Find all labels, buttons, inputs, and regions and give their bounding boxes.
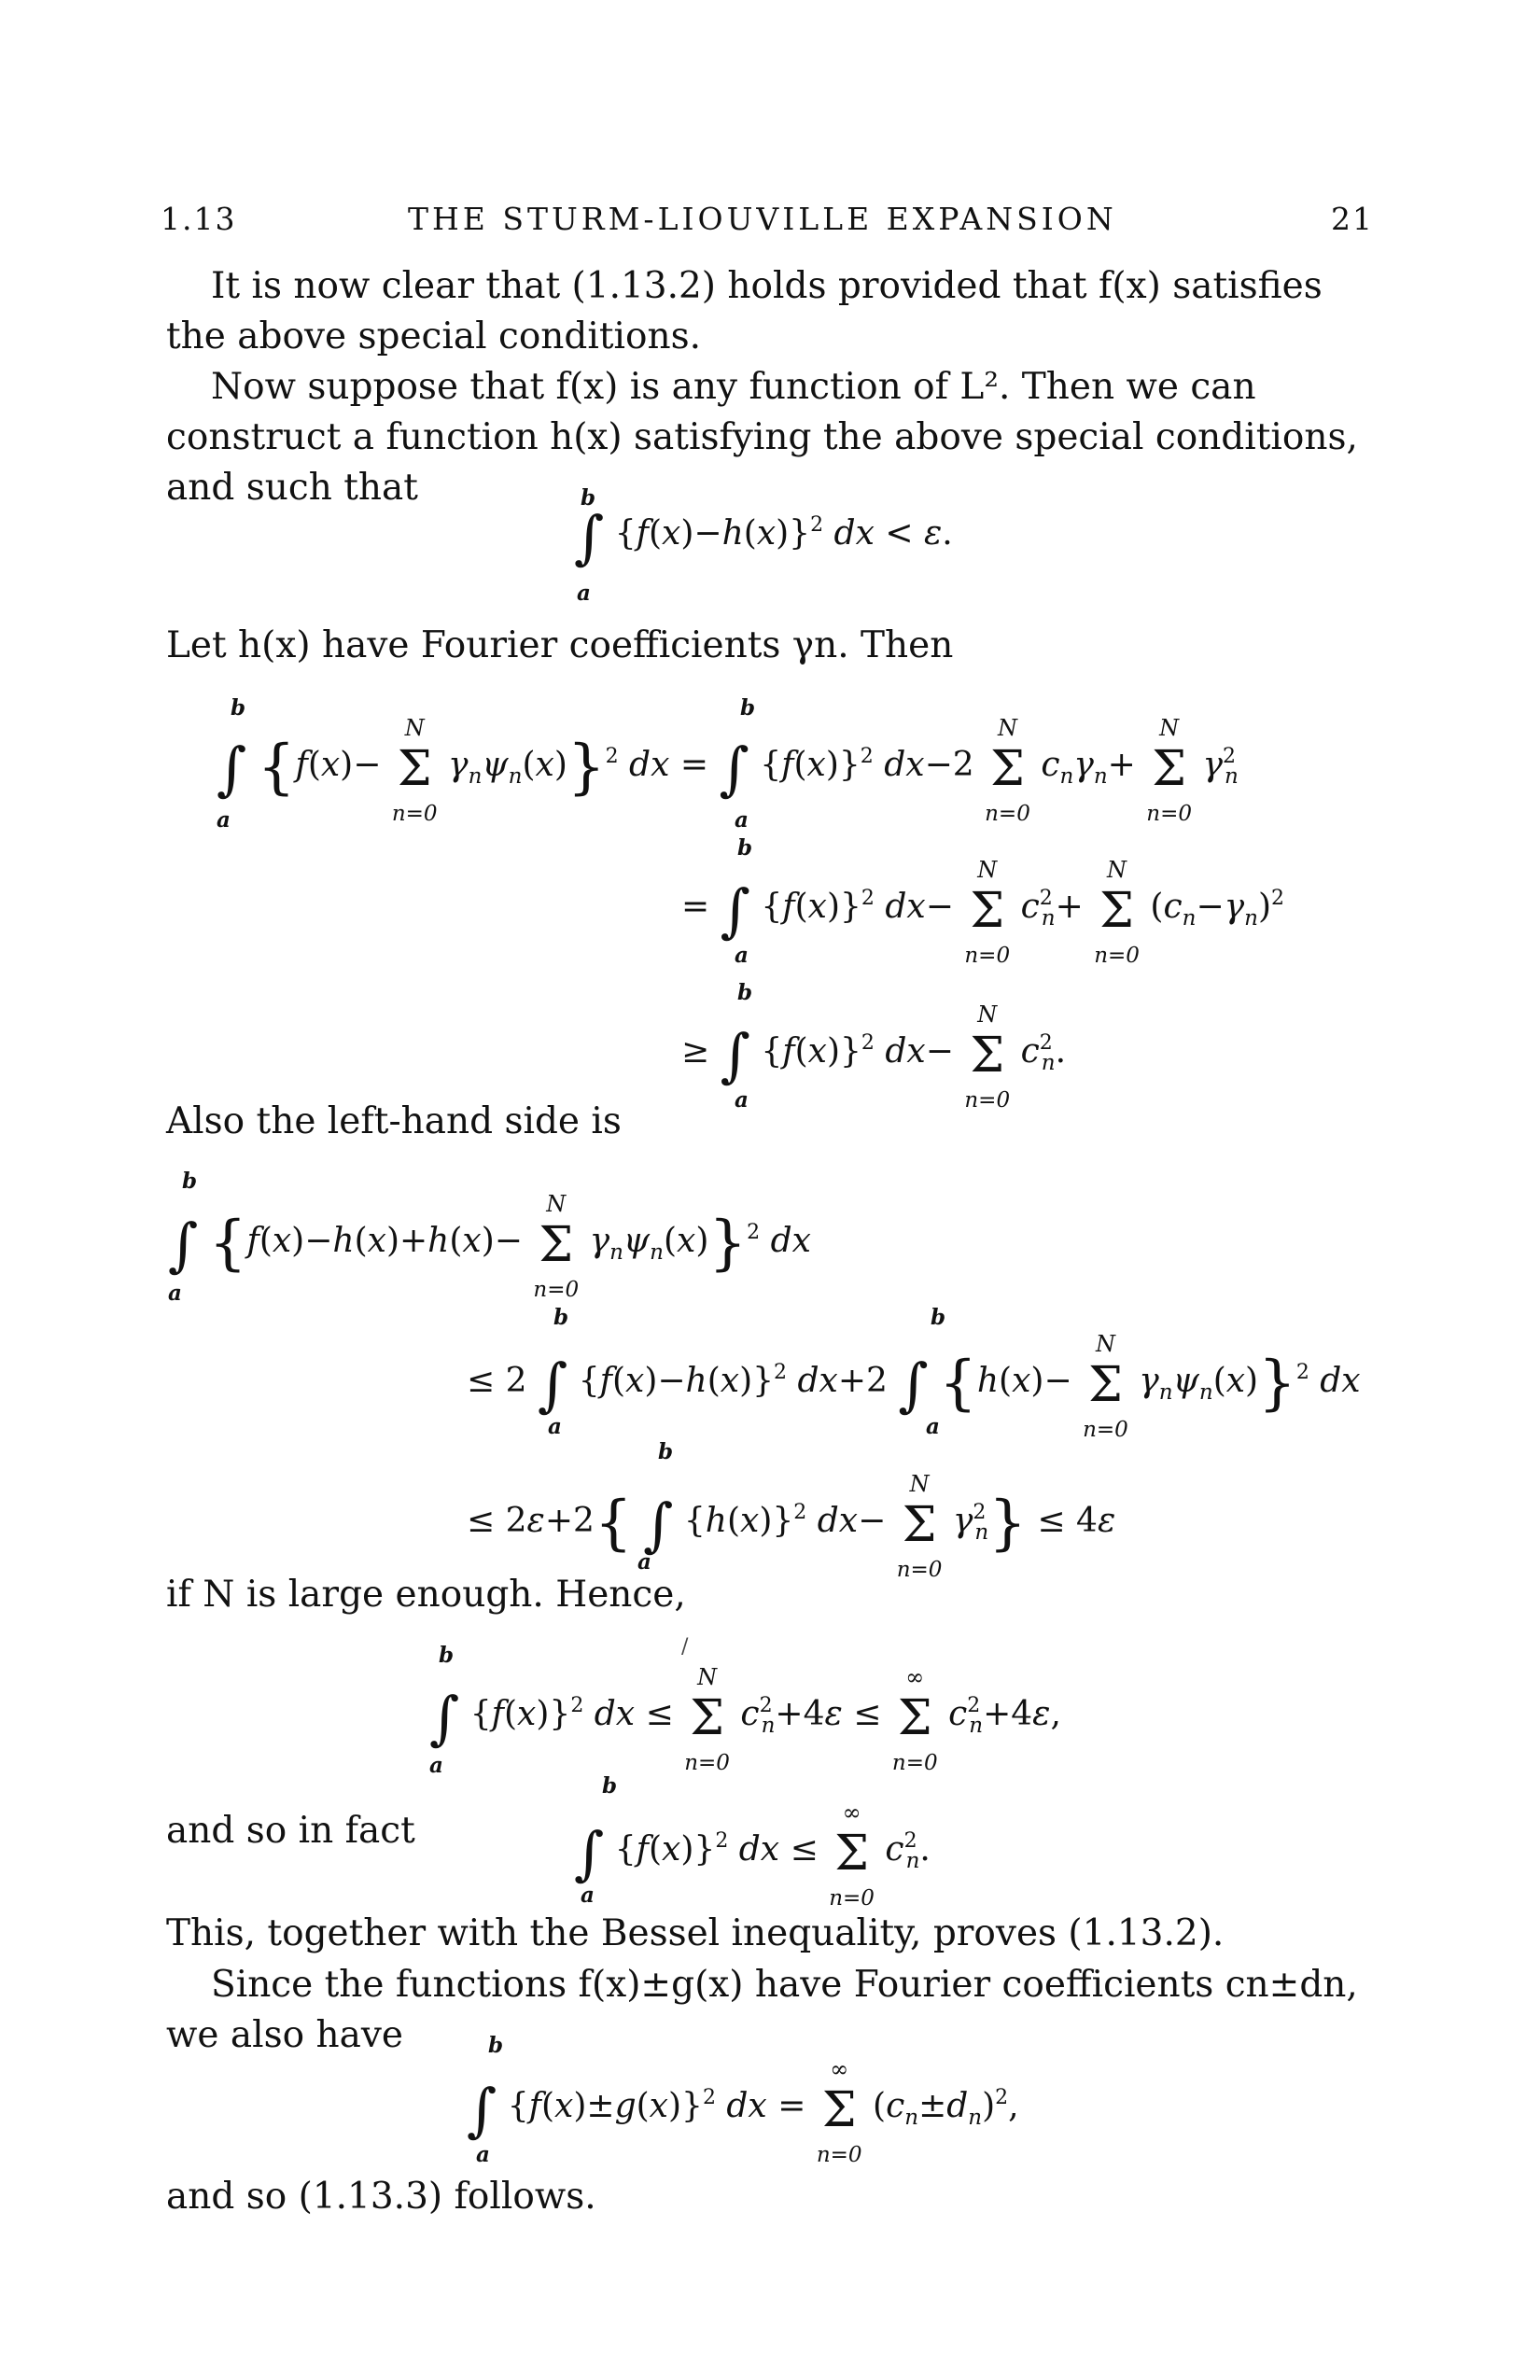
paragraph-9: and so (1.13.3) follows. <box>166 2176 596 2218</box>
equation-3-rhs-2: ≤ 2ε+2{ ∫ $\{h(x)\}^2$ dx− Σ N n=0 $\gamma^2_n\} \le 4\varepsilon$ <box>467 1471 1116 1582</box>
chapter-title: THE STURM-LIOUVILLE EXPANSION <box>408 201 1117 237</box>
paragraph-1: It is now clear that (1.13.2) holds provided that f(x) satisfies the above special conditions. <box>166 265 1323 357</box>
paragraph-4: Also the left-hand side is <box>166 1100 622 1142</box>
paragraph-5: if N is large enough. Hence, <box>166 1574 686 1616</box>
equation-6: ∫ $\{f(x)\pm g(x)\}^2$ dx = Σ ∞ n=0 $(c_n\pm d_n)^2$, <box>467 2056 1019 2167</box>
section-number: 1.13 <box>161 201 237 237</box>
page-number: 21 <box>1331 201 1374 237</box>
running-header <box>161 201 1374 238</box>
equation-2-rhs-3: ≥ ∫ $\{f(x)\}^2$ dx− Σ N n=0 $c^2_n$. <box>681 1001 1067 1113</box>
paragraph-7: This, together with the Bessel inequality, proves (1.13.2). <box>166 1912 1225 1954</box>
equation-4: ∫ $\{f(x)\}^2$ dx ≤ Σ N n=0 $c^2_n+4\varepsilon \le \Sigma$ ∞ n=0 $c^2_n+4\varepsilon$, <box>429 1664 1061 1775</box>
equation-3-rhs-1: ≤ 2 ∫ $\{f(x)-h(x)\}^2$ dx+2 ∫ {h(x)− Σ N n=0 $\gamma_n\psi_n(x)\}^2$ dx <box>467 1331 1361 1442</box>
paragraph-2: Now suppose that f(x) is any function of L². Then we can construct a function h(x) satisfying the above special conditions, and such that <box>166 366 1358 509</box>
book-page: 1.13 THE STURM-LIOUVILLE EXPANSION 21 It is now clear that (1.13.2) holds provided that f(x) satisfies the above special conditions. Now suppose that f(x) is any function of L². Then we can construct a function h(x) satisfying the above special conditions, and such that ∫ $\{f(x)-h(x)\}^2$ dx < ε. b a Let h(x) have Fourier coefficients γn. Then ∫ {f(x)− Σ N n=0 $\gamma_n\psi_n(x)\}^2$ dx = ∫ $\{f(x)\}^2$ dx−2 Σ N n=0 $c_n\gamma_n+ \Sigma$ N n=0 $\gamma^2_n$ b a b a = ∫ $\{f(x)\}^2$ dx− Σ N n=0 $c^2_n+ \Sigma$ N n=0 $(c_n-\gamma_n)^2$ b a ≥ ∫ $\{f(x)\}^2$ dx− Σ N n=0 $c^2_n$. b a Also the left-hand side is ∫ {f(x)−h(x)+h(x)− Σ N n=0 $\gamma_n\psi_n(x)\}^2$ dx b a ≤ 2 ∫ $\{f(x)-h(x)\}^2$ dx+2 ∫ {h(x)− Σ N n=0 $\gamma_n\psi_n(x)\}^2$ dx b a b a ≤ 2ε+2{ ∫ $\{h(x)\}^2$ dx− Σ N n=0 $\gamma^2_n\} \le 4\varepsilon$ b a if N is large enough. Hence, ∫ $\{f(x)\}^2$ dx ≤ Σ N n=0 $c^2_n+4\varepsilon \le \Sigma$ ∞ n=0 $c^2_n+4\varepsilon$, b a / and so in fact ∫ $\{f(x)\}^2$ dx ≤ Σ ∞ n=0 $c^2_n$. b a This, together with the Bessel inequality, proves (1.13.2). Since the functions f(x)±g(x) have Fourier coefficients cn±dn, we also have ∫ $\{f(x)\pm g(x)\}^2$ dx = Σ ∞ n=0 $(c_n\pm d_n)^2$, b a and so (1.13.3) follows. <box>0 0 1540 2380</box>
equation-3-lhs: ∫ {f(x)−h(x)+h(x)− Σ N n=0 $\gamma_n\psi_n(x)\}^2$ dx <box>168 1191 811 1302</box>
equation-2-rhs-2: = ∫ $\{f(x)\}^2$ dx− Σ N n=0 $c^2_n+ \Sigma$ N n=0 $(c_n-\gamma_n)^2$ <box>681 857 1284 968</box>
equation-5: ∫ $\{f(x)\}^2$ dx ≤ Σ ∞ n=0 $c^2_n$. <box>574 1799 931 1911</box>
equation-2-lhs: ∫ {f(x)− Σ N n=0 $\gamma_n\psi_n(x)\}^2$ dx = ∫ $\{f(x)\}^2$ dx−2 Σ N n=0 $c_n\gamma_n+ \Sigma$ N n=0 $\gamma^2_n$ <box>217 715 1239 826</box>
paragraph-8: Since the functions f(x)±g(x) have Fourier coefficients cn±dn, we also have <box>166 1964 1358 2056</box>
equation-1: ∫ $\{f(x)-h(x)\}^2$ dx < ε. <box>574 503 953 571</box>
paragraph-6-label: and so in fact <box>166 1810 415 1852</box>
paragraph-3: Let h(x) have Fourier coefficients γn. Then <box>166 624 954 666</box>
